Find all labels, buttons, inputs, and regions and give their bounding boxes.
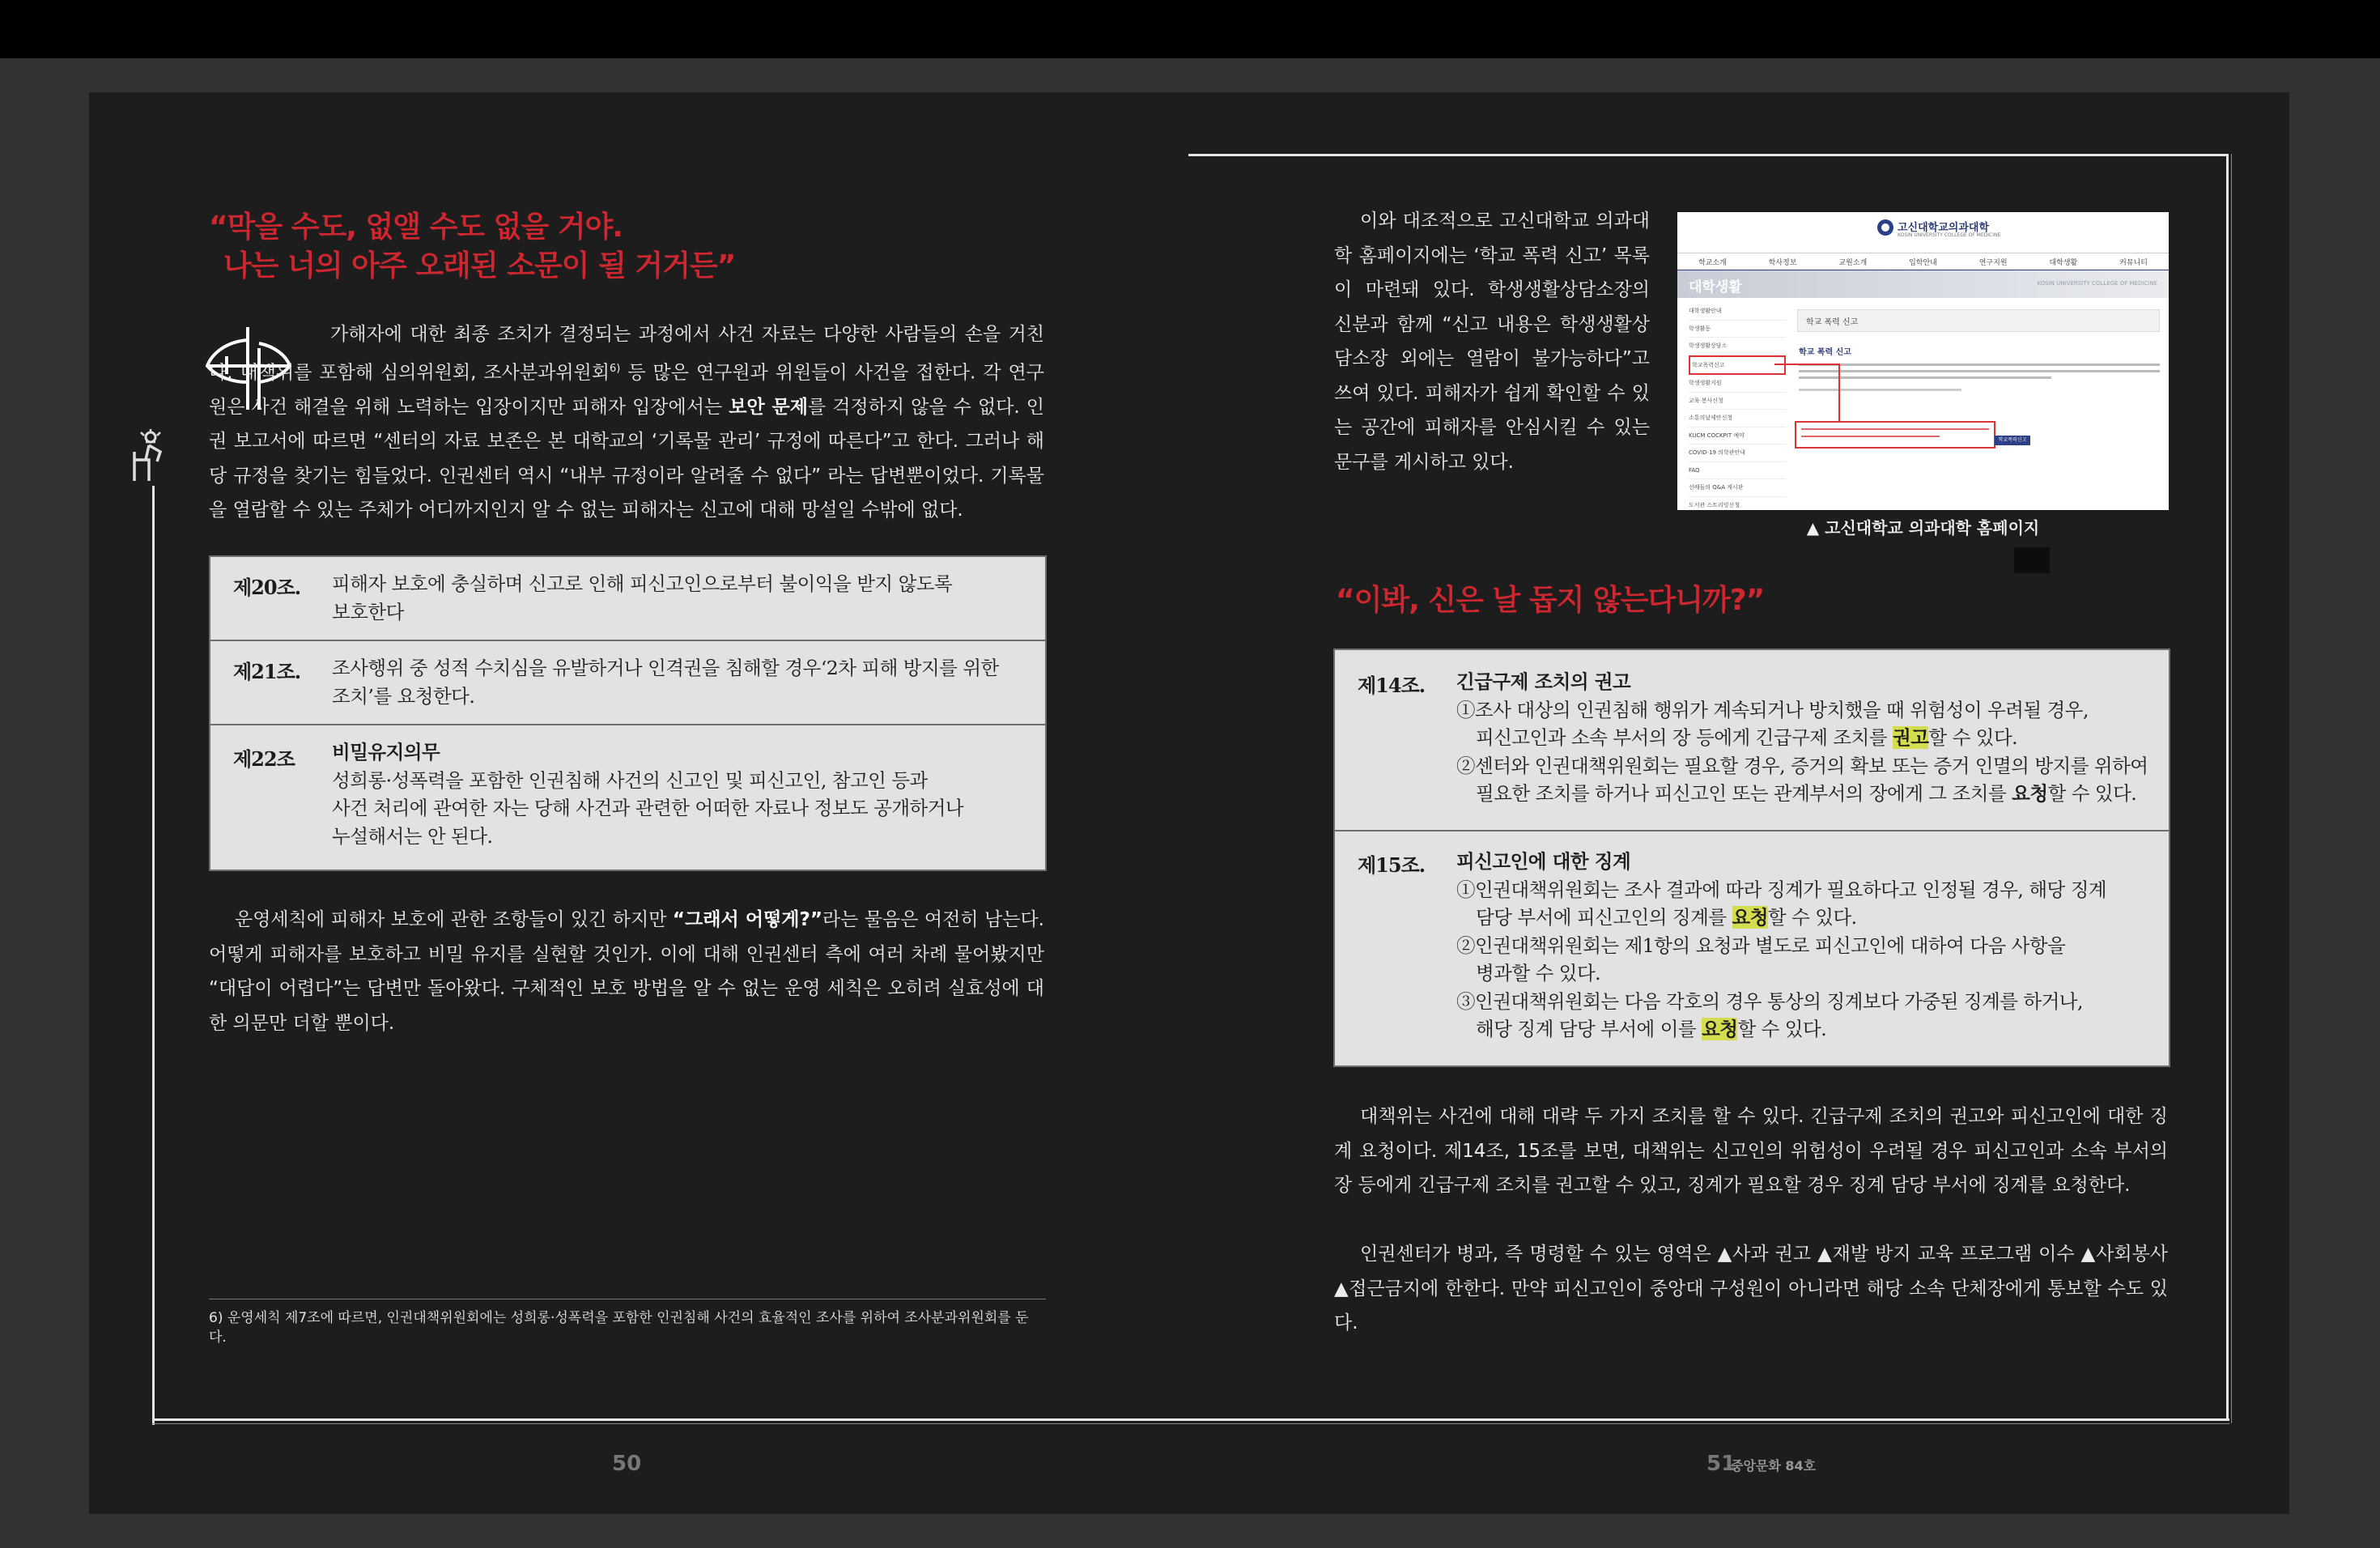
frame-line-right-inner (2231, 154, 2232, 1423)
frame-line-right (2226, 154, 2229, 1421)
dark-square-mark (2014, 547, 2050, 573)
shot-content-subtitle: 학교 폭력 신고 (1799, 348, 1851, 357)
law-title: 긴급구제 조치의 권고 (1456, 670, 1631, 693)
law-line: 병과할 수 있다. (1476, 962, 1601, 985)
bold-word: 요청 (2012, 782, 2048, 805)
shot-menu-item: 학생활동 (1689, 321, 1786, 338)
right-law-box (1333, 649, 2170, 1067)
law-body (332, 654, 999, 710)
shot-menu-item: 소통의날제안신청 (1689, 410, 1786, 427)
law-text: 담당 부서에 피신고인의 징계를 (1476, 906, 1732, 929)
law-line: 보호한다 (332, 600, 404, 623)
law-text: 해당 징계 담당 부서에 이를 (1476, 1018, 1702, 1040)
law-row-14 (1335, 650, 2169, 831)
shot-nav-item: 학교소개 (1698, 258, 1727, 267)
highlighted-word: 권고 (1893, 726, 1929, 749)
law-row-20 (210, 557, 1045, 641)
shot-menu-item: FAQ (1689, 462, 1786, 480)
right-paragraph-3: 인권센터가 병과, 즉 명령할 수 있는 영역은 ▲사과 권고 ▲재발 방지 교육 프로그램 이수 ▲사회봉사 ▲접근금지에 한한다. 만약 피신고인이 중앙대 구성원이 아니라면 해당 소속 단체장에게 통보할 수도 있다. (1334, 1244, 2168, 1333)
page-number-right: 51 (1706, 1452, 1736, 1476)
frame-line-bottom (152, 1418, 2229, 1421)
shot-menu-item: 교육 봉사신청 (1689, 393, 1786, 410)
shot-menu-item: 선배들의 Q&A 게시판 (1689, 479, 1786, 497)
shot-nav-item: 대학생활 (2049, 258, 2078, 267)
law-article: 제15조. (1358, 853, 1426, 877)
intro-text-1: 가해자에 대한 최종 조치가 결정되는 과정에서 사건 자료는 다양한 사람들의 손을 거친다. 대책위를 포함해 심의위원회, 조사분과위원회 (209, 324, 1044, 384)
shot-menu-item: 도서관 스트리밍신청 (1689, 497, 1786, 511)
shot-nav-item: 연구지원 (1978, 258, 2008, 267)
law-body (1456, 668, 2148, 808)
shot-nav-item: 입학안내 (1909, 258, 1937, 267)
shot-nav-item: 커뮤니티 (2119, 258, 2148, 267)
shot-menu-item: 학생생활지원 (1689, 375, 1786, 393)
footnote: 6) 운영세칙 제7조에 따르면, 인권대책위원회에는 성희롱·성폭력을 포함한 인권침해 사건의 효율적인 조사를 위하여 조사분과위원회를 둔다. (209, 1310, 1029, 1346)
shot-site-subtitle: KOSIN UNIVERSITY COLLEGE OF MEDICINE (1898, 232, 2001, 238)
after-text-1: 운영세칙에 피해자 보호에 관한 조항들이 있긴 하지만 (235, 909, 673, 930)
law-line (1456, 904, 2106, 932)
shot-nav-item: 교원소개 (1838, 258, 1868, 267)
law-text: 필요한 조치를 하거나 피신고인 또는 관계부서의 장에게 그 조치를 (1476, 782, 2012, 805)
law-line: 조치’를 요청한다. (332, 684, 475, 708)
law-line: 조사행위 중 성적 수치심을 유발하거나 인격권을 침해할 경우‘2차 피해 방지를 위한 (332, 657, 999, 679)
screenshot-caption: ▲ 고신대학교 의과대학 홈페이지 (1806, 518, 2040, 538)
top-bar (0, 0, 2380, 58)
intro-text-3: 를 걱정하지 않을 수 없다. 인권 보고서에 따르면 “센터의 자료 보존은 본 대학교의 ‘기록물 관리’ 규정에 따른다”고 한다. 그러나 해당 규정을 찾기는 힘들었다. 인권센터 역시 “내부 규정이라 알려줄 수 없다” 라는 답변뿐이었다. 기록물을 열람할 수 있는 주체가 어디까지인지 알 수 없는 피해자는 신고에 대해 망설일 수밖에 없다. (209, 396, 1044, 521)
law-line (1456, 780, 2148, 808)
law-row-21 (210, 641, 1045, 725)
law-line: 피해자 보호에 충실하며 신고로 인해 피신고인으로부터 불이익을 받지 않도록 (332, 572, 953, 595)
shot-banner-text: KOSIN UNIVERSITY COLLEGE OF MEDICINE (2037, 280, 2157, 287)
law-line (1456, 1015, 2106, 1044)
law-line: 누설해서는 안 된다. (332, 824, 493, 848)
left-law-box (209, 555, 1047, 871)
law-text: 할 수 있다. (1737, 1018, 1827, 1040)
right-paragraph-1: 이와 대조적으로 고신대학교 의과대학 홈페이지에는 ‘학교 폭력 신고’ 목록이 마련돼 있다. 학생생활상담소장의 신분과 함께 “신고 내용은 학생생활상담소장 외에는 열람이 불가능하다”고 쓰여 있다. 피해자가 쉽게 확인할 수 있는 공간에 피해자를 안심시킬 수 있는 문구를 게시하고 있다. (1334, 211, 1650, 473)
law-line: ①조사 대상의 인권침해 행위가 계속되거나 방치했을 때 위험성이 우려될 경우, (1456, 698, 2089, 721)
law-text: 할 수 있다. (1928, 726, 2018, 749)
right-pull-quote: “이봐, 신은 날 돕지 않는다니까?” (1336, 584, 1765, 617)
law-body (1456, 848, 2106, 1044)
shot-menu-item: COVID-19 의학관안내 (1689, 444, 1786, 462)
sitting-figure-icon (128, 427, 168, 483)
shot-menu-item: KUCM COCKPIT 예약 (1689, 427, 1786, 445)
law-text: 피신고인과 소속 부서의 장 등에게 긴급구제 조치를 (1476, 726, 1893, 749)
right-paragraph-2: 대책위는 사건에 대해 대략 두 가지 조치를 할 수 있다. 긴급구제 조치의 권고와 피신고인에 대한 징계 요청이다. 제14조, 15조를 보면, 대책위는 신고인의 위험성이 우려될 경우 피신고인과 소속 부서의 장 등에게 긴급구제 조치를 권고할 수 있고, 징계가 필요할 경우 징계 담당 부서에 징계를 요청한다. (1334, 1106, 2168, 1196)
law-article: 제22조 (233, 747, 295, 771)
shot-section-title: 대학생활 (1689, 279, 1742, 296)
page-number-left: 50 (612, 1452, 642, 1476)
law-line (1456, 724, 2148, 752)
left-quote-line-1: “막을 수도, 없앨 수도 없을 거야. (209, 211, 623, 244)
shot-menu-item-active: 학교폭력신고 (1689, 355, 1786, 376)
law-article: 제14조. (1358, 674, 1426, 697)
law-line: ②인권대책위원회는 제1항의 요청과 별도로 피신고인에 대하여 다음 사항을 (1456, 933, 2066, 957)
law-body (332, 738, 963, 850)
shot-nav-item: 학사정보 (1768, 258, 1797, 267)
shot-red-arrow (1677, 212, 2169, 510)
highlighted-word: 요청 (1702, 1018, 1738, 1040)
frame-line-left (152, 486, 155, 1425)
law-line: 성희롱·성폭력을 포함한 인권침해 사건의 신고인 및 피신고인, 참고인 등과 (332, 768, 928, 792)
highlighted-word: 요청 (1732, 906, 1768, 929)
law-line: ②센터와 인권대책위원회는 필요할 경우, 증거의 확보 또는 증거 인멸의 방지를 위하여 (1456, 754, 2148, 777)
left-pull-quote (209, 208, 735, 286)
intro-text-2: 등 많은 연구원과 위원들이 사건을 접한다. 각 연구원은 사건 해결을 위해 노력하는 입장이지만 피해자 입장에서는 (209, 362, 1044, 418)
law-text: 할 수 있다. (2047, 782, 2137, 805)
shot-menu-item: 학생생활상담소 (1689, 338, 1786, 355)
left-quote-line-2: 나는 너의 아주 오래된 소문이 될 거거든” (223, 249, 736, 283)
left-after-paragraph (209, 903, 1044, 1040)
after-text-2: 라는 물음은 여전히 남는다. 어떻게 피해자를 보호하고 비밀 유지를 실현할 것인가. 이에 대해 인권센터 측에 여러 차례 물어봤지만 “대답이 어렵다”는 답변만 돌아왔다. 구체적인 보호 방법을 알 수 없는 운영 세칙은 오히려 실효성에 대한 의문만 더할 뿐이다. (209, 909, 1044, 1034)
law-line: ③인권대책위원회는 다음 각호의 경우 통상의 징계보다 가중된 징계를 하거나, (1456, 989, 2083, 1013)
intro-bold: 보안 문제 (729, 396, 808, 418)
shot-report-button: 학교폭력신고 (1995, 436, 2030, 445)
law-row-15 (1335, 831, 2169, 1066)
shot-site-title: 고신대학교의과대학 (1898, 222, 1990, 234)
frame-line-top (1188, 154, 2229, 156)
law-title: 피신고인에 대한 징계 (1456, 850, 1631, 873)
law-line: ①인권대책위원회는 조사 결과에 따라 징계가 필요하다고 인정될 경우, 해당 징계 (1456, 878, 2107, 901)
law-text: 할 수 있다. (1767, 906, 1857, 929)
magazine-issue: 중앙문화 84호 (1731, 1458, 1817, 1474)
left-intro-paragraph (209, 317, 1044, 528)
law-article: 제21조. (233, 660, 301, 683)
law-title: 비밀유지의무 (332, 741, 440, 763)
website-screenshot (1677, 212, 2169, 510)
law-body (332, 570, 952, 626)
footnote-ref: 6) (609, 362, 621, 375)
after-bold: “그래서 어떻게?” (672, 909, 822, 930)
shot-content-title: 학교 폭력 신고 (1797, 309, 2160, 332)
law-row-22 (210, 725, 1045, 870)
law-line: 사건 처리에 관여한 자는 당해 사건과 관련한 어떠한 자료나 정보도 공개하거나 (332, 797, 964, 819)
law-article: 제20조. (233, 576, 301, 599)
frame-line-bottom-inner (152, 1423, 2229, 1424)
shot-menu-item: 대학생활안내 (1689, 303, 1786, 321)
